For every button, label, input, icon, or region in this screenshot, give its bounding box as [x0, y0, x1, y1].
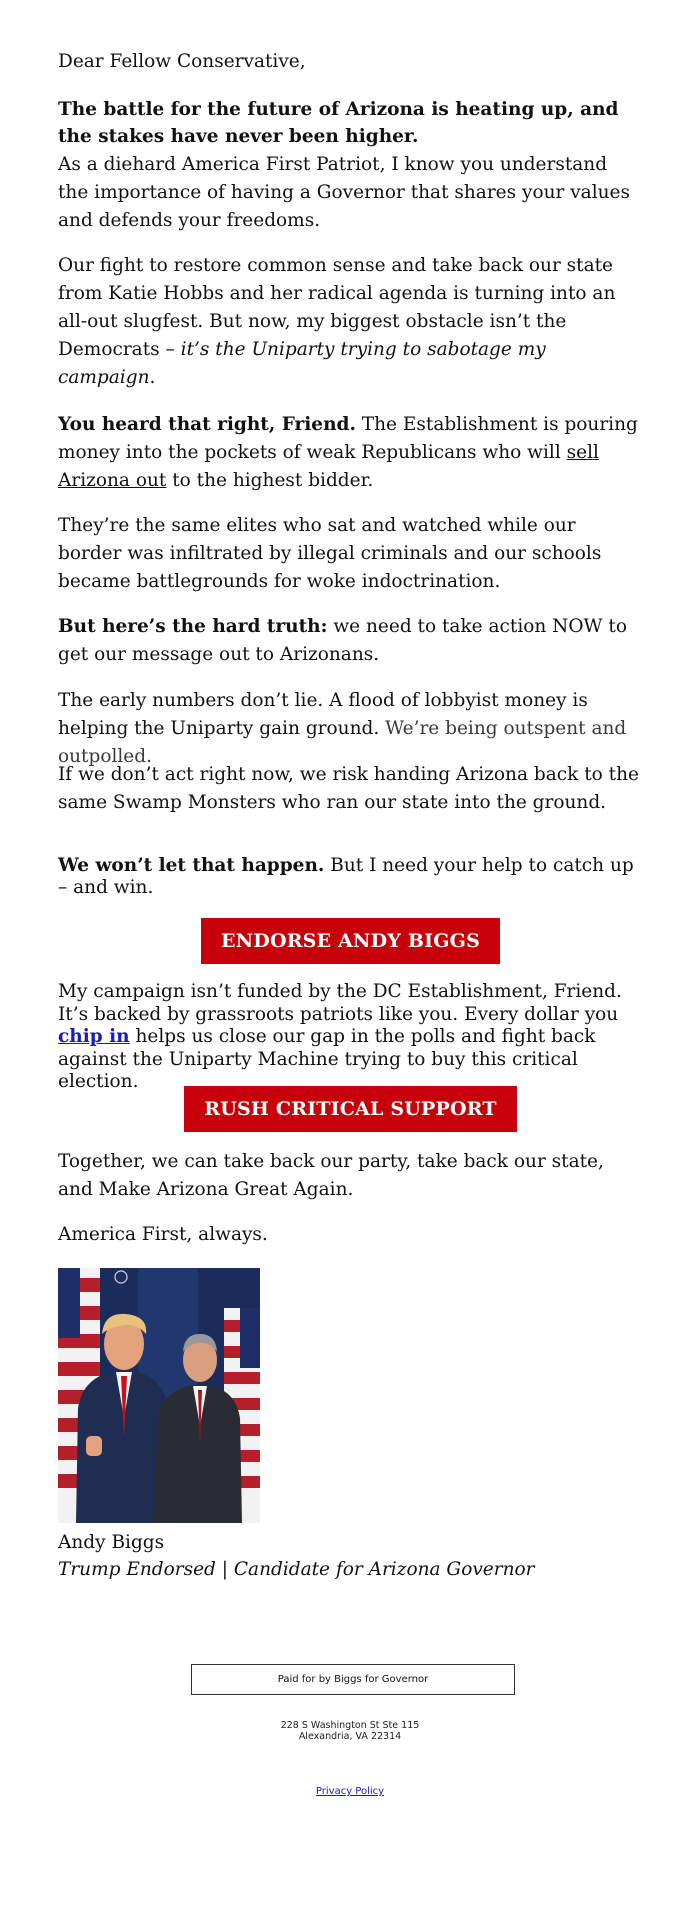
paragraph-fight-italic: it’s the Uniparty trying to sabotage my campaign: [58, 339, 546, 388]
candidate-photo-illustration: [58, 1268, 260, 1523]
paragraph-numbers: [58, 687, 643, 771]
paragraph-grassroots-text: My campaign isn’t funded by the DC Establishment, Friend. It’s backed by grassroots patriots like you. Every dollar you: [58, 981, 622, 1025]
signature-title: Trump Endorsed | Candidate for Arizona Governor: [58, 1559, 535, 1580]
paragraph-wont-let-text: But I need your help to catch up – and win.: [58, 855, 634, 898]
signature-name: Andy Biggs: [58, 1532, 165, 1553]
signoff: America First, always.: [58, 1224, 268, 1245]
paragraph-grassroots: [58, 981, 643, 1094]
rush-cta-row: [58, 1086, 643, 1132]
paragraph-together: Together, we can take back our party, take back our state, and Make Arizona Great Again.: [58, 1151, 604, 1200]
footer-address-line1: 228 S Washington St Ste 115: [280, 1720, 420, 1731]
headline: The battle for the future of Arizona is heating up, and the stakes have never been higher.: [58, 99, 619, 147]
paragraph-wont-let: [58, 855, 643, 899]
paragraph-truth-text: we need to take action NOW to get our message out to Arizonans.: [58, 616, 627, 665]
paid-for-disclaimer: Paid for by Biggs for Governor: [191, 1664, 515, 1695]
endorse-andy-biggs-button[interactable]: ENDORSE ANDY BIGGS: [201, 918, 500, 964]
paragraph-heard-bold: You heard that right, Friend.: [58, 414, 356, 435]
footer-address: [0, 1720, 700, 1742]
candidate-photo: [58, 1268, 260, 1523]
paragraph-fight-text: Our fight to restore common sense and take back our state from Katie Hobbs and her radical agenda is turning into an all-out slugfest. But now, my biggest obstacle isn’t the Democrats –: [58, 255, 616, 360]
paragraph-truth: [58, 613, 643, 669]
paragraph-numbers-text: The early numbers don’t lie. A flood of lobbyist money is helping the Uniparty gain ground.: [58, 690, 588, 739]
chip-in-link[interactable]: chip in: [58, 1026, 130, 1047]
paragraph-fight: [58, 252, 643, 392]
footer-privacy-row: [0, 1786, 700, 1797]
paragraph-heard-underline: sell Arizona out: [58, 442, 599, 491]
footer-address-line2: Alexandria, VA 22314: [298, 1731, 402, 1742]
paragraph-fight-end: .: [149, 367, 156, 388]
paragraph-grassroots-end: helps us close our gap in the polls and fight back against the Uniparty Machine trying to buy this critical election.: [58, 1026, 596, 1092]
paragraph-heard-end: to the highest bidder.: [172, 470, 374, 491]
endorse-cta-row: [58, 918, 643, 964]
greeting: Dear Fellow Conservative,: [58, 51, 306, 72]
paragraph-heard: [58, 411, 643, 495]
paragraph-elites: They’re the same elites who sat and watched while our border was infiltrated by illegal criminals and our schools became battlegrounds for woke indoctrination.: [58, 515, 602, 592]
paragraph-numbers-outspent: We’re being outspent and outpolled.: [58, 718, 627, 767]
paragraph-heard-text: The Establishment is pouring money into the pockets of weak Republicans who will: [58, 414, 638, 463]
rush-critical-support-button[interactable]: RUSH CRITICAL SUPPORT: [184, 1086, 517, 1132]
paragraph-truth-bold: But here’s the hard truth:: [58, 616, 328, 637]
privacy-policy-link[interactable]: Privacy Policy: [315, 1786, 385, 1797]
paragraph-wont-let-bold: We won’t let that happen.: [58, 855, 325, 876]
paragraph-swamp: If we don’t act right now, we risk handing Arizona back to the same Swamp Monsters who ran our state into the ground.: [58, 764, 639, 813]
paragraph-intro: As a diehard America First Patriot, I know you understand the importance of having a Governor that shares your values and defends your freedoms.: [58, 154, 630, 231]
